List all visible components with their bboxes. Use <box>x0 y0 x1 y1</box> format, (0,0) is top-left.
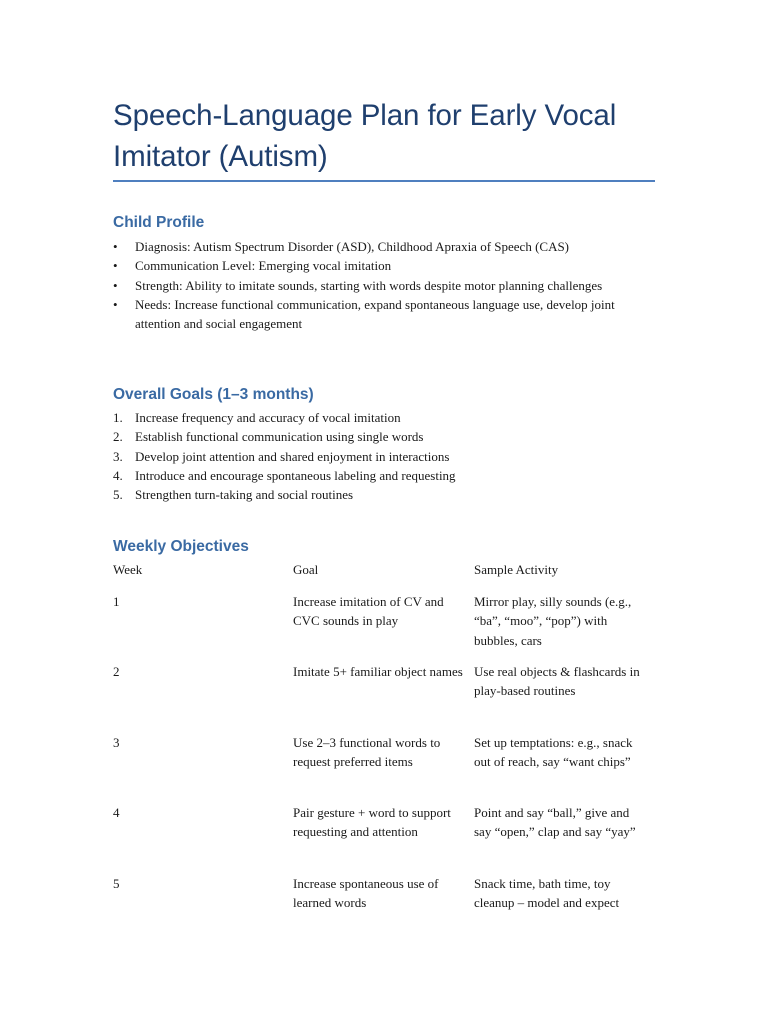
list-item: 2. Establish functional communication using single words <box>113 429 424 445</box>
list-item: • Strength: Ability to imitate sounds, starting with words despite motor planning challenges <box>113 276 658 295</box>
week-cell: 3 <box>113 735 120 750</box>
activity-cell: Set up temptations: e.g., snack out of reach, say “want chips” <box>474 735 633 770</box>
title-underline <box>113 180 655 182</box>
list-item: 1. Increase frequency and accuracy of vocal imitation <box>113 410 401 425</box>
table-row <box>113 803 658 874</box>
goal-cell: Increase spontaneous use of learned words <box>293 876 439 911</box>
bullet-icon: • <box>113 277 118 293</box>
activity-cell: Snack time, bath time, toy cleanup – model and expect <box>474 876 620 911</box>
activity-cell: Use real objects & flashcards in play-based routines <box>474 664 640 699</box>
goal-cell: Imitate 5+ familiar object names <box>293 664 463 679</box>
weekly-objectives-heading: Weekly Objectives <box>113 538 249 555</box>
table-row <box>113 592 658 662</box>
list-item: 5. Strengthen turn-taking and social routines <box>113 487 354 503</box>
overall-goals-heading: Overall Goals (1–3 months) <box>113 386 314 403</box>
table-row <box>113 874 658 924</box>
column-header-goal: Goal <box>293 562 319 577</box>
bullet-icon: • <box>113 258 118 274</box>
bullet-icon: • <box>113 239 118 254</box>
list-item: • Communication Level: Emerging vocal imitation <box>113 256 658 275</box>
list-item: 4. Introduce and encourage spontaneous labeling and requesting <box>113 467 456 483</box>
bullet-icon: • <box>113 296 118 312</box>
table-header-row <box>113 560 658 592</box>
list-item: • Diagnosis: Autism Spectrum Disorder (ASD), Childhood Apraxia of Speech (CAS) <box>113 237 658 256</box>
weekly-objectives-table <box>113 560 658 924</box>
table-row <box>113 662 658 733</box>
column-header-activity: Sample Activity <box>474 562 559 577</box>
list-item: • Needs: Increase functional communication, expand spontaneous language use, develop joint attention and social engagement <box>113 296 615 332</box>
week-cell: 2 <box>113 664 120 679</box>
goal-cell: Use 2–3 functional words to request preferred items <box>293 735 441 770</box>
table-row <box>113 733 658 803</box>
activity-cell: Mirror play, silly sounds (e.g., “ba”, “moo”, “pop”) with bubbles, cars <box>474 594 632 648</box>
child-profile-heading: Child Profile <box>113 214 205 231</box>
document-title: Speech-Language Plan for Early Vocal Imitator (Autism) <box>113 99 617 173</box>
list-item: 3. Develop joint attention and shared enjoyment in interactions <box>113 448 450 464</box>
week-cell: 5 <box>113 876 120 891</box>
activity-cell: Point and say “ball,” give and say “open,” clap and say “yay” <box>474 805 636 840</box>
child-profile-list <box>113 237 658 333</box>
column-header-week: Week <box>113 562 143 577</box>
goal-cell: Pair gesture + word to support requesting and attention <box>293 805 451 840</box>
week-cell: 4 <box>113 805 120 820</box>
goal-cell: Increase imitation of CV and CVC sounds in play <box>293 594 444 629</box>
overall-goals-list <box>113 408 658 504</box>
week-cell: 1 <box>113 594 120 609</box>
